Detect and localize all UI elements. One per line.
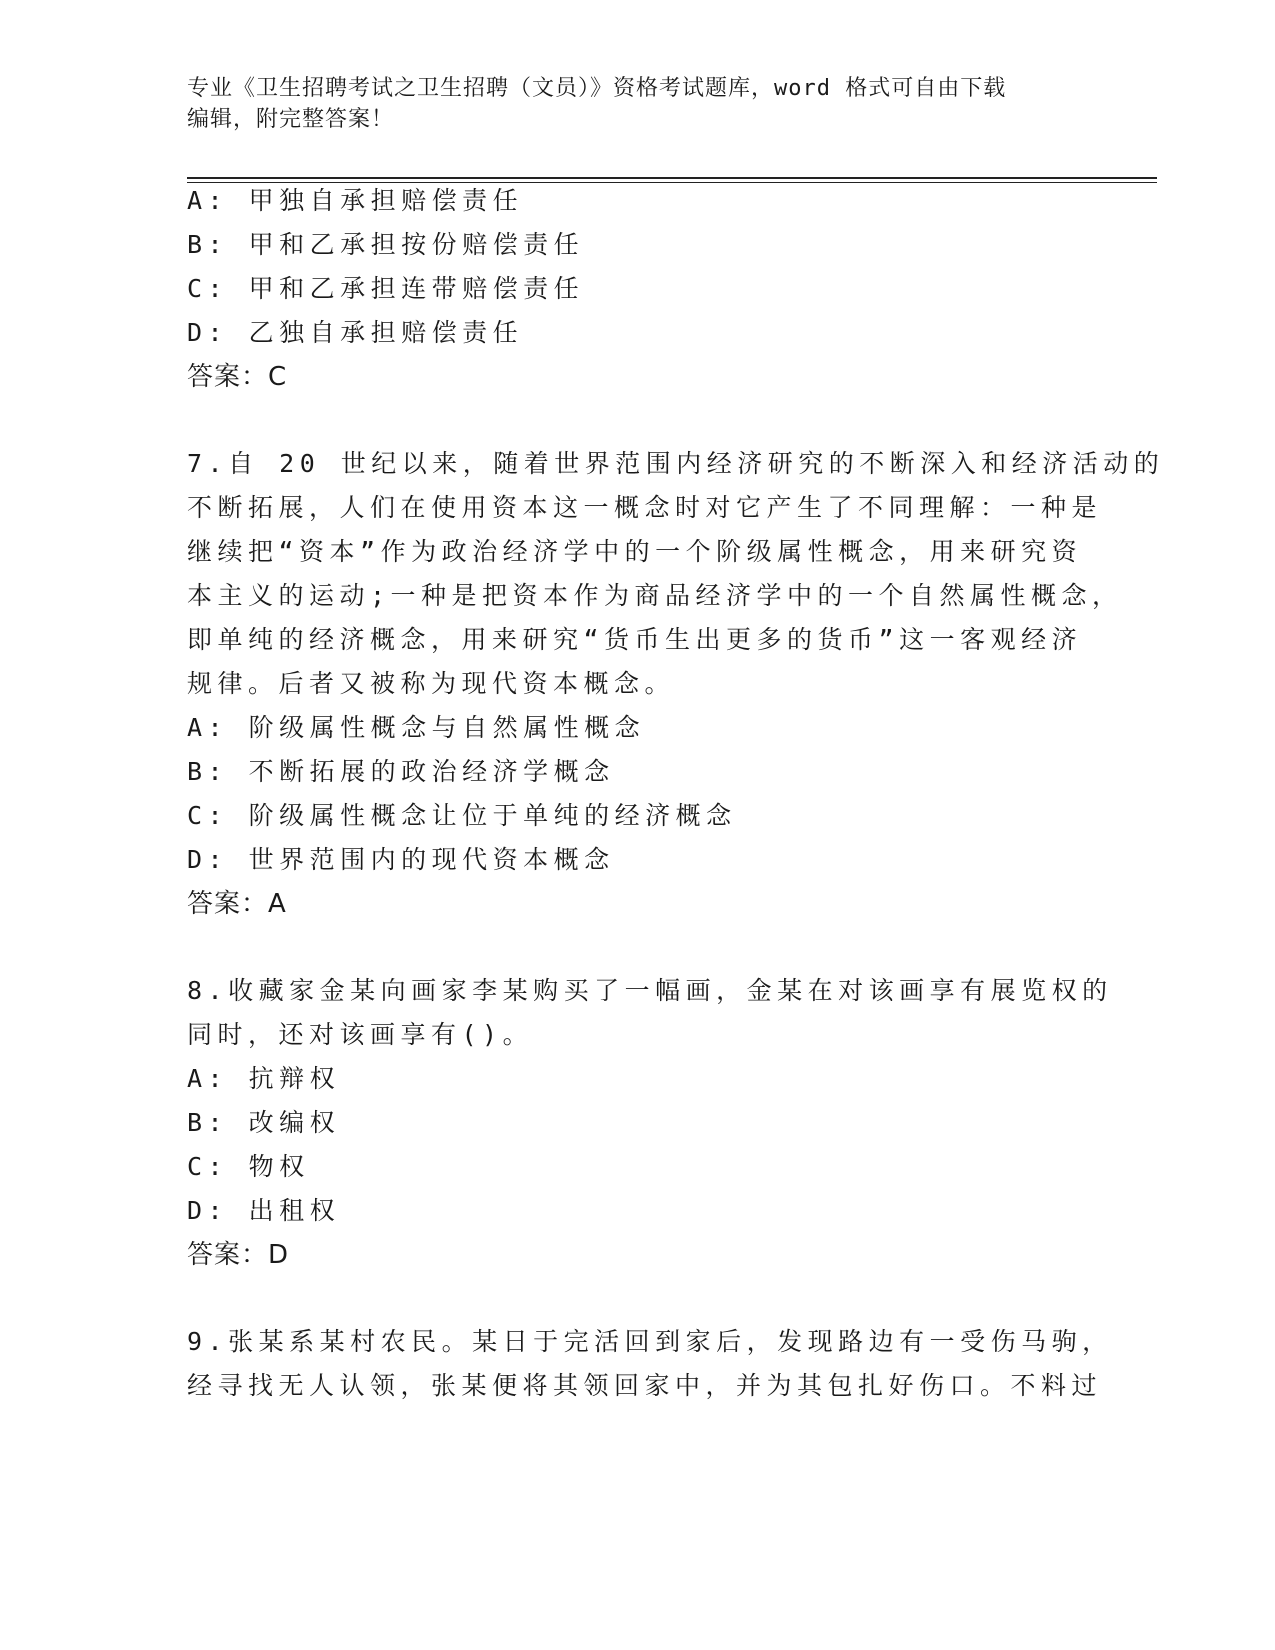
q6-option-d: D: 乙独自承担赔偿责任 xyxy=(187,318,524,347)
q7-stem-line: 规律。后者又被称为现代资本概念。 xyxy=(187,669,676,698)
q7-option-a: A: 阶级属性概念与自然属性概念 xyxy=(187,713,646,742)
q8-stem-line: 同时，还对该画享有()。 xyxy=(187,1020,534,1049)
q7-stem-line: 本主义的运动;一种是把资本作为商品经济学中的一个自然属性概念， xyxy=(187,581,1123,610)
q6-option-c: C: 甲和乙承担连带赔偿责任 xyxy=(187,274,585,303)
q6-answer: 答案：C xyxy=(187,362,288,392)
q8-option-c: C: 物权 xyxy=(187,1152,310,1181)
q7-option-c: C: 阶级属性概念让位于单纯的经济概念 xyxy=(187,801,737,830)
q6-option-a: A: 甲独自承担赔偿责任 xyxy=(187,186,524,215)
q7-answer: 答案：A xyxy=(187,889,287,919)
document-header xyxy=(187,73,1067,135)
q8-option-d: D: 出租权 xyxy=(187,1196,341,1225)
q7-stem-line: 即单纯的经济概念，用来研究“货币生出更多的货币”这一客观经济 xyxy=(187,625,1083,654)
q9-stem-line: 经寻找无人认领，张某便将其领回家中，并为其包扎好伤口。不料过 xyxy=(187,1371,1103,1400)
q7-stem-line: 不断拓展，人们在使用资本这一概念时对它产生了不同理解：一种是 xyxy=(187,493,1103,522)
q7-stem-line: 7.自 20 世纪以来，随着世界范围内经济研究的不断深入和经济活动的 xyxy=(187,449,1165,478)
q8-option-a: A: 抗辩权 xyxy=(187,1064,341,1093)
q7-option-d: D: 世界范围内的现代资本概念 xyxy=(187,845,615,874)
q8-option-b: B: 改编权 xyxy=(187,1108,341,1137)
header-divider xyxy=(187,177,1157,179)
q7-option-b: B: 不断拓展的政治经济学概念 xyxy=(187,757,615,786)
q7-stem-line: 继续把“资本”作为政治经济学中的一个阶级属性概念，用来研究资 xyxy=(187,537,1083,566)
header-line-2: 编辑，附完整答案！ xyxy=(187,107,395,132)
q6-option-b: B: 甲和乙承担按份赔偿责任 xyxy=(187,230,585,259)
q8-stem-line: 8.收藏家金某向画家李某购买了一幅画，金某在对该画享有展览权的 xyxy=(187,976,1113,1005)
header-line-1: 专业《卫生招聘考试之卫生招聘（文员）》资格考试题库，word 格式可自由下载 xyxy=(187,76,1007,101)
q9-stem-line: 9.张某系某村农民。某日于完活回到家后，发现路边有一受伤马驹， xyxy=(187,1327,1113,1356)
header-divider-thin xyxy=(187,182,1157,183)
q8-answer: 答案：D xyxy=(187,1240,290,1270)
